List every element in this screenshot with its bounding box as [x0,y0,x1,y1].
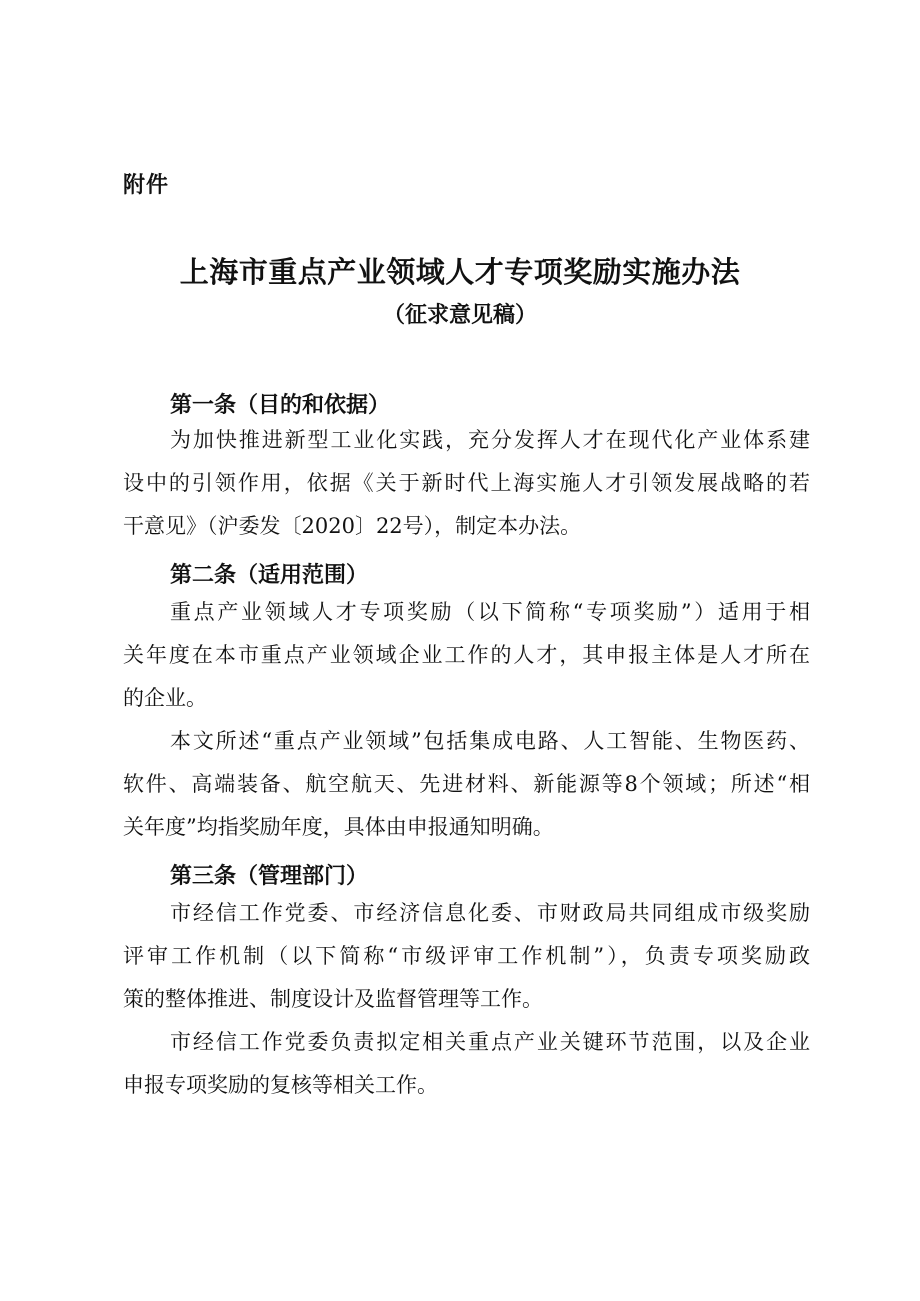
article-1-line: 为加快推进新型工业化实践，充分发挥人才在现代化产业体系建 [170,428,810,452]
attachment-label: 附件 [123,173,170,198]
document-subtitle: （征求意见稿） [382,303,537,328]
article-3-line: 申报专项奖励的复核等相关工作。 [123,1073,438,1097]
article-3-line: 市经信工作党委负责拟定相关重点产业关键环节范围，以及企业 [170,1030,810,1054]
article-3-line: 评审工作机制（以下简称“市级评审工作机制”），负责专项奖励政 [123,944,810,968]
article-3-line: 策的整体推进、制度设计及监督管理等工作。 [123,987,543,1011]
article-2-line: 本文所述“重点产业领域”包括集成电路、人工智能、生物医药、 [170,729,810,753]
article-2-line: 重点产业领域人才专项奖励（以下简称“专项奖励”）适用于相 [170,600,810,624]
article-2-line: 关年度在本市重点产业领域企业工作的人才，其申报主体是人才所在 [123,643,810,667]
article-2-line: 的企业。 [123,686,207,710]
article-2-heading: 第二条（适用范围） [170,563,369,588]
article-3-heading: 第三条（管理部门） [170,864,369,889]
article-3-line: 市经信工作党委、市经济信息化委、市财政局共同组成市级奖励 [170,901,810,925]
article-1-heading: 第一条（目的和依据） [170,393,391,418]
article-1-line: 干意见》（沪委发〔2020〕22号），制定本办法。 [123,514,582,538]
article-1-line: 设中的引领作用，依据《关于新时代上海实施人才引领发展战略的若 [123,471,810,495]
article-2-line: 软件、高端装备、航空航天、先进材料、新能源等8个领域；所述“相 [123,772,810,796]
document-title: 上海市重点产业领域人才专项奖励实施办法 [179,255,741,289]
article-2-line: 关年度”均指奖励年度，具体由申报通知明确。 [123,815,554,839]
